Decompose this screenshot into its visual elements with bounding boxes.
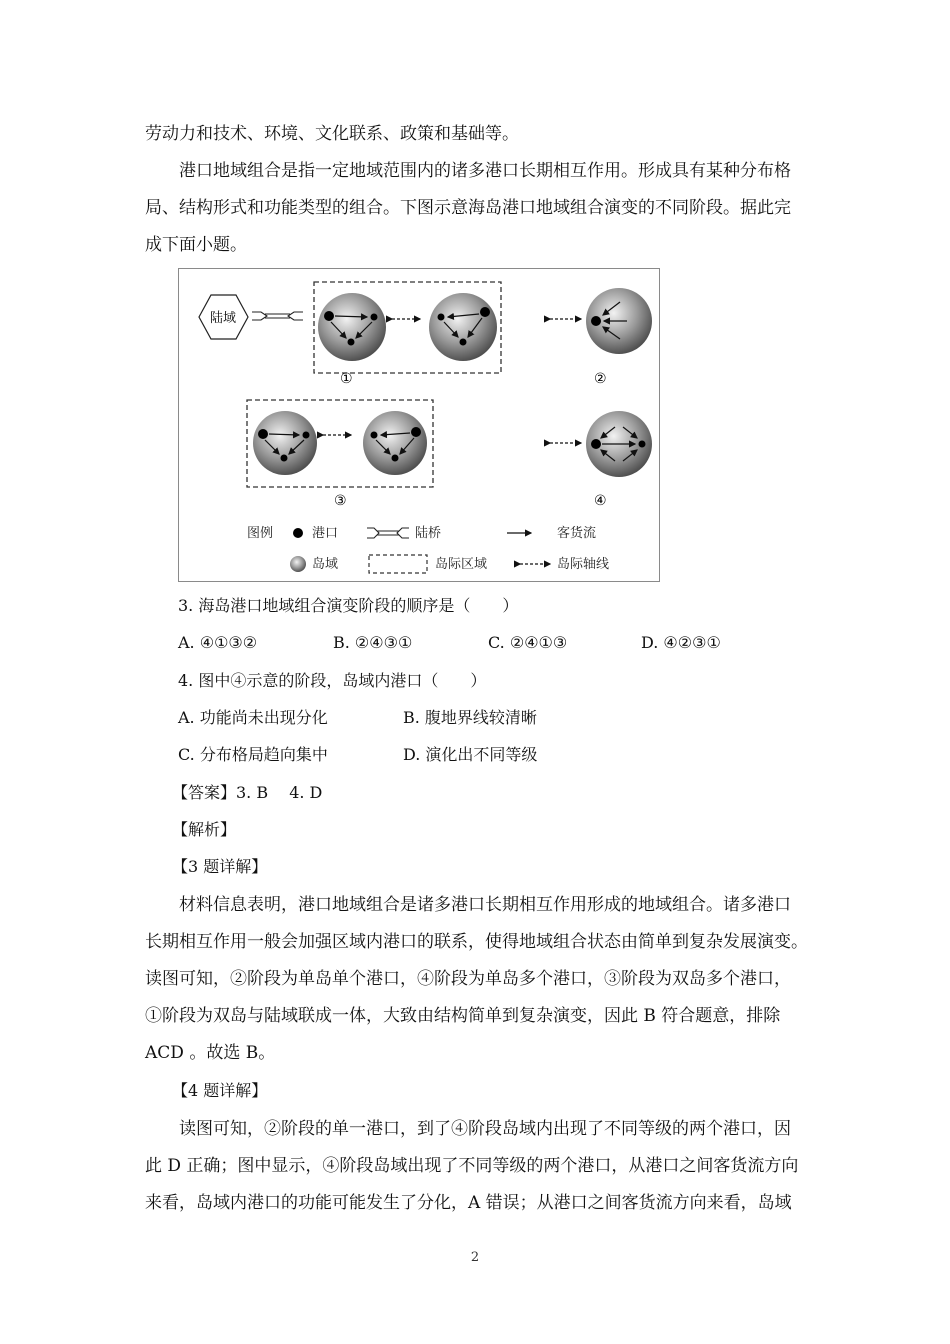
q3-option-a: A. ④①③②	[178, 633, 258, 652]
port	[639, 441, 646, 448]
port-evolution-figure	[178, 268, 660, 582]
paragraph-line: 劳动力和技术、环境、文化联系、政策和基础等。	[145, 124, 519, 144]
port	[258, 429, 268, 439]
question-4-stem: 4. 图中④示意的阶段，岛域内港口（ ）	[178, 671, 487, 690]
port	[480, 307, 490, 317]
port	[438, 314, 445, 321]
q3-option-d: D. ④②③①	[641, 633, 721, 652]
paragraph-line: ①阶段为双岛与陆域联成一体，大致由结构简单到复杂演变，因此 B 符合题意，排除	[145, 1006, 781, 1026]
stage-label: ④	[594, 493, 607, 509]
island	[318, 293, 386, 361]
q4-option-c: C. 分布格局趋向集中	[178, 745, 328, 764]
port	[371, 314, 378, 321]
q4-option-b: B. 腹地界线较清晰	[403, 708, 537, 727]
paragraph-line: 局、结构形式和功能类型的组合。下图示意海岛港口地域组合演变的不同阶段。据此完	[145, 198, 791, 218]
port	[460, 339, 467, 346]
port	[281, 455, 288, 462]
paragraph-line: 来看，岛域内港口的功能可能发生了分化，A 错误；从港口之间客货流方向来看，岛域	[145, 1193, 792, 1213]
port	[371, 432, 378, 439]
port	[348, 339, 355, 346]
legend-port: 港口	[312, 526, 339, 541]
island	[363, 411, 427, 475]
land-hexagon	[199, 295, 248, 339]
q3-detail-heading: 【3 题详解】	[172, 857, 268, 876]
legend-island: 岛域	[312, 557, 339, 572]
port	[392, 455, 399, 462]
port	[411, 427, 421, 437]
q4-option-d: D. 演化出不同等级	[403, 745, 538, 764]
question-3-stem: 3. 海岛港口地域组合演变阶段的顺序是（ ）	[178, 596, 519, 615]
legend	[247, 525, 609, 573]
port	[303, 432, 310, 439]
svg-text:陆域: 陆域	[209, 311, 237, 326]
legend-island-icon	[290, 556, 306, 572]
answer-line: 【答案】3. B 4. D	[172, 783, 323, 802]
paragraph-line: 材料信息表明，港口地域组合是诸多港口长期相互作用形成的地域组合。诸多港口	[179, 895, 791, 915]
legend-landbridge-icon	[367, 528, 409, 538]
paragraph-line: 此 D 正确；图中显示，④阶段岛域出现了不同等级的两个港口，从港口之间客货流方向	[145, 1156, 799, 1176]
stage-label: ③	[334, 493, 347, 509]
land-bridge-icon	[252, 312, 303, 320]
legend-region-icon	[369, 555, 427, 573]
legend-flow: 客货流	[557, 526, 597, 541]
q3-option-c: C. ②④①③	[488, 633, 568, 652]
paragraph-line: 成下面小题。	[145, 235, 247, 255]
paragraph-line: 港口地域组合是指一定地域范围内的诸多港口长期相互作用。形成具有某种分布格	[179, 161, 791, 181]
port	[591, 439, 601, 449]
legend-port-icon	[293, 528, 303, 538]
legend-title: 图例	[247, 526, 274, 541]
q3-option-b: B. ②④③①	[333, 633, 413, 652]
port	[324, 311, 334, 321]
paragraph-line: ACD 。故选 B。	[145, 1043, 276, 1063]
legend-landbridge: 陆桥	[415, 526, 442, 541]
legend-region: 岛际区域	[435, 557, 488, 572]
paragraph-line: 读图可知，②阶段的单一港口，到了④阶段岛域内出现了不同等级的两个港口，因	[179, 1119, 791, 1139]
stage-label: ①	[340, 371, 353, 387]
island	[253, 411, 317, 475]
q4-option-a: A. 功能尚未出现分化	[178, 708, 328, 727]
paragraph-line: 长期相互作用一般会加强区域内港口的联系，使得地域组合状态由简单到复杂发展演变。	[145, 932, 808, 952]
port	[591, 316, 601, 326]
page-number: 2	[470, 1250, 480, 1265]
paragraph-line: 读图可知，②阶段为单岛单个港口，④阶段为单岛多个港口，③阶段为双岛多个港口，	[145, 969, 791, 989]
stage-label: ②	[594, 371, 607, 387]
legend-axis: 岛际轴线	[557, 557, 610, 572]
q4-detail-heading: 【4 题详解】	[172, 1081, 268, 1100]
analysis-heading: 【解析】	[172, 820, 237, 839]
island	[429, 293, 497, 361]
